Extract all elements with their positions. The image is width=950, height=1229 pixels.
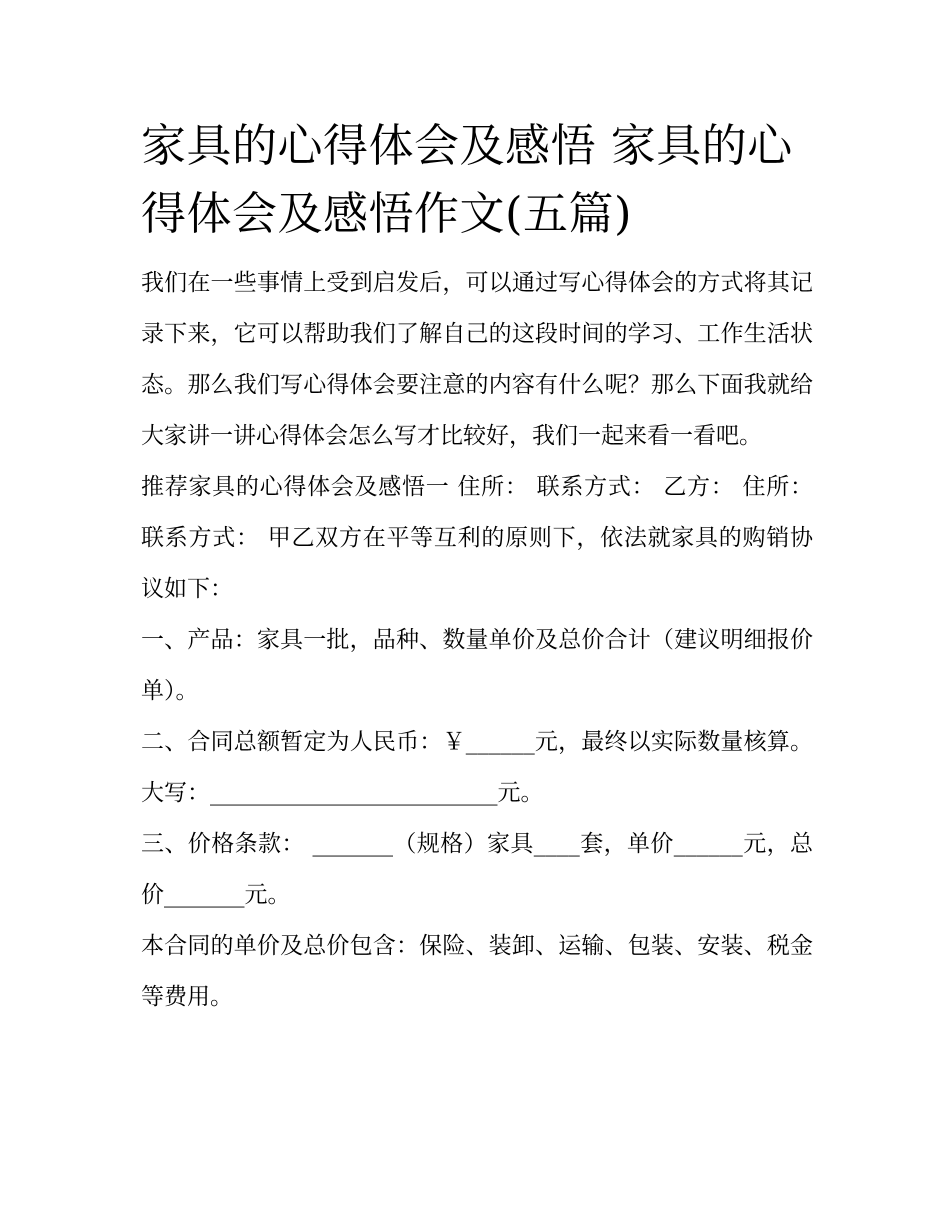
document-page bbox=[141, 112, 813, 1023]
contract-parties-paragraph: 推荐家具的心得体会及感悟一 住所： 联系方式： 乙方： 住所： 联系方式： 甲乙双方在平等互利的原则下，依法就家具的购销协议如下： bbox=[141, 474, 813, 602]
intro-paragraph: 我们在一些事情上受到启发后，可以通过写心得体会的方式将其记录下来，它可以帮助我们了解自己的这段时间的学习、工作生活状态。那么我们写心得体会要注意的内容有什么呢？那么下面我就给大家讲一讲心得体会怎么写才比较好，我们一起来看一看吧。 bbox=[141, 270, 813, 449]
clause-price-terms: 三、价格条款： _______（规格）家具____套，单价______元，总价_______元。 bbox=[141, 831, 813, 908]
clause-product: 一、产品：家具一批，品种、数量单价及总价合计（建议明细报价单）。 bbox=[141, 627, 813, 704]
clause-price-inclusions: 本合同的单价及总价包含：保险、装卸、运输、包装、安装、税金等费用。 bbox=[141, 933, 813, 1010]
clause-total-amount: 二、合同总额暂定为人民币：￥______元，最终以实际数量核算。大写：_________________________元。 bbox=[141, 729, 813, 806]
document-title: 家具的心得体会及感悟 家具的心得体会及感悟作文(五篇) bbox=[141, 119, 793, 240]
